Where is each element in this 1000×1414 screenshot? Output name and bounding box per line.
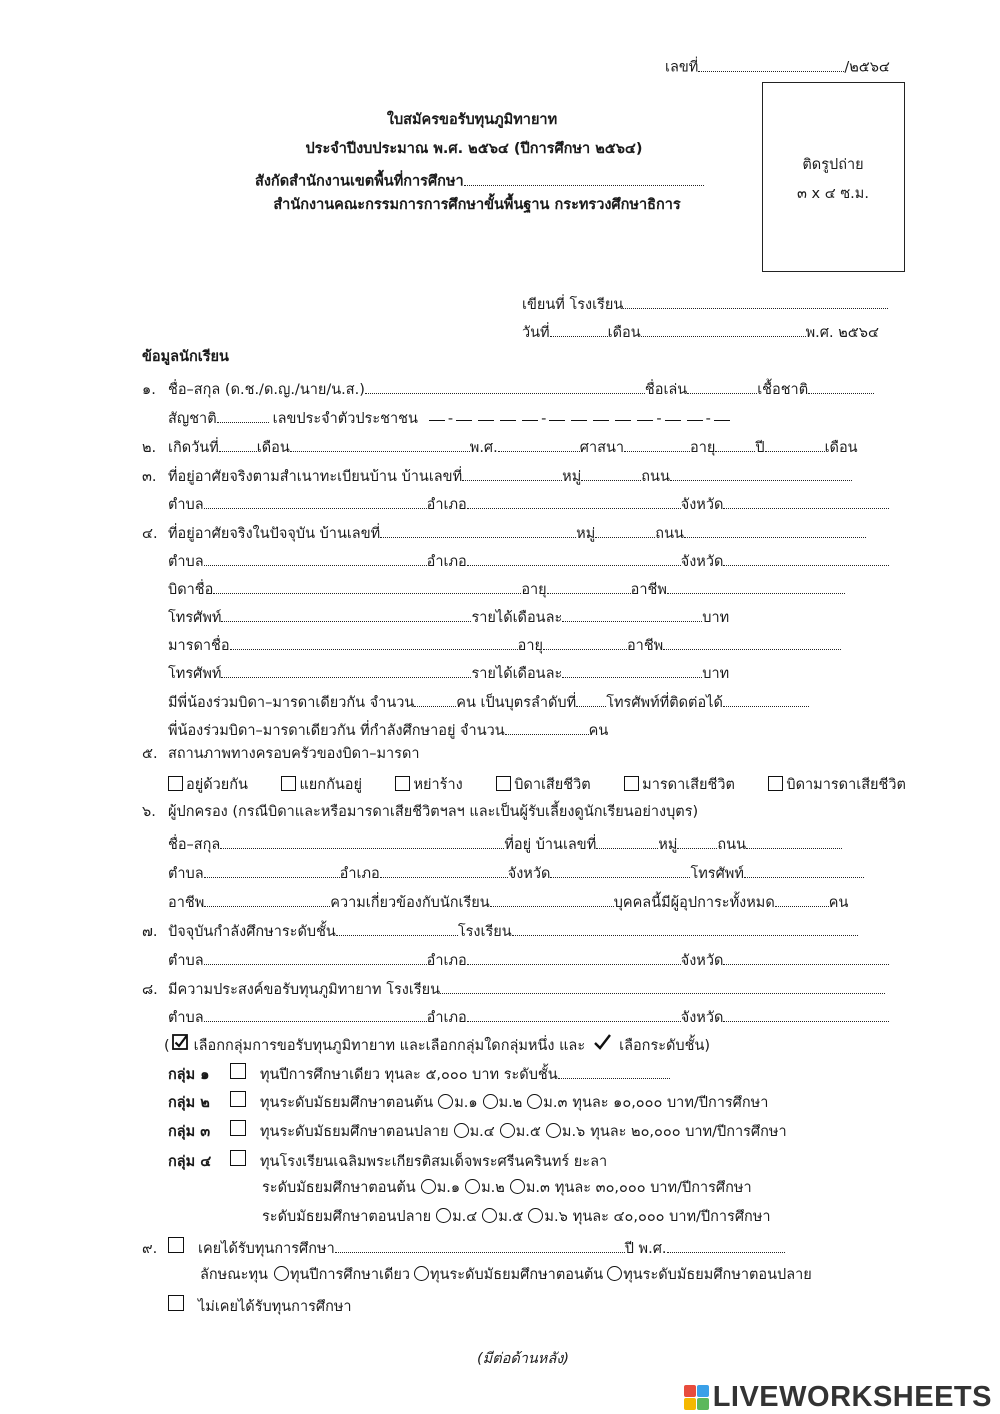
age-years-field[interactable] <box>715 436 755 452</box>
mother-line <box>168 634 841 653</box>
date-month-field[interactable] <box>641 321 806 337</box>
guardian-occupation-label: อาชีพ <box>168 894 205 911</box>
father-phone-field[interactable] <box>221 606 471 622</box>
area-office-field[interactable] <box>464 170 704 186</box>
current-province-label: จังหวัด <box>680 553 724 570</box>
guardian-relation-label: ความเกี่ยวข้องกับนักเรียน <box>330 894 490 911</box>
registered-moo-label: หมู่ <box>562 468 582 485</box>
guardian-house-no-field[interactable] <box>596 833 658 849</box>
group3-amount: ทุนละ ๒๐,๐๐๐ บาท/ปีการศึกษา <box>590 1124 787 1140</box>
received-scholarship-field[interactable] <box>335 1238 625 1254</box>
section-title: ข้อมูลนักเรียน <box>142 349 229 365</box>
date-day-label: วันที่ <box>522 324 550 341</box>
written-at-field[interactable] <box>623 293 888 309</box>
registered-amphoe-label: อำเภอ <box>426 496 467 513</box>
religion-field[interactable] <box>624 436 690 452</box>
studying-siblings-label: พี่น้องร่วมบิดา–มารดาเดียวกัน ที่กำลังศึกษาอยู่ จำนวน <box>168 722 505 739</box>
item7-number: ๗. <box>142 923 158 940</box>
received-year-label: ปี พ.ศ. <box>624 1241 667 1257</box>
date-month-label: เดือน <box>607 324 641 341</box>
birth-month-label: เดือน <box>256 439 290 456</box>
guardian-location-line <box>168 862 864 881</box>
received-scholarship-checkbox[interactable] <box>168 1237 184 1253</box>
written-at-line <box>522 293 888 312</box>
desired-province-label: จังหวัด <box>680 1009 724 1026</box>
checkmark-icon <box>593 1034 611 1050</box>
birth-year-label: พ.ศ. <box>469 439 498 456</box>
checked-box-icon <box>172 1034 188 1050</box>
group2-amount: ทุนละ ๑๐,๐๐๐ บาท/ปีการศึกษา <box>572 1095 769 1111</box>
current-school-label: โรงเรียน <box>457 923 512 940</box>
desired-school-label: มีความประสงค์ขอรับทุนภูมิทายาท โรงเรียน <box>168 981 441 998</box>
siblings-count-field[interactable] <box>414 691 456 707</box>
school-province-label: จังหวัด <box>680 952 724 969</box>
group4-option-m5[interactable]: ม.๕ <box>482 1208 523 1225</box>
group3-option-m4[interactable]: ม.๔ <box>454 1123 495 1140</box>
form-subtitle: ประจำปีงบประมาณ พ.ศ. ๒๕๖๔ (ปีการศึกษา ๒๕๖๔) <box>305 141 643 157</box>
group3-option-m5[interactable]: ม.๕ <box>500 1123 541 1140</box>
father-baht-label: บาท <box>702 609 730 626</box>
mother-income-field[interactable] <box>562 662 702 678</box>
id-number-field[interactable]: - - - - <box>426 412 733 427</box>
selection-instructions: ( เลือกกลุ่มการขอรับทุนภูมิทายาท และเลือกกลุ่มใดกลุ่มหนึ่ง และ เลือกระดับชั้น) <box>164 1034 710 1054</box>
school-province-field[interactable] <box>723 949 889 965</box>
item9-number: ๙. <box>142 1241 158 1257</box>
group4-checkbox[interactable] <box>230 1150 246 1166</box>
current-road-field[interactable] <box>684 522 866 538</box>
checkbox-icon[interactable] <box>624 776 639 791</box>
guardian-amphoe-label: อำเภอ <box>339 865 380 882</box>
radio-icon <box>607 1266 622 1281</box>
mother-occupation-field[interactable] <box>663 634 841 650</box>
group2-option-m2[interactable]: ม.๒ <box>483 1094 523 1111</box>
current-tambon-field[interactable] <box>204 550 427 566</box>
guardian-road-label: ถนน <box>717 836 747 853</box>
radio-icon <box>482 1208 497 1223</box>
nickname-label: ชื่อเล่น <box>644 381 688 398</box>
guardian-address-label: ที่อยู่ บ้านเลขที่ <box>504 836 597 853</box>
desired-school-field[interactable] <box>440 978 885 994</box>
mother-contact-line <box>168 662 729 681</box>
continued-note: (มีต่อด้านหลัง) <box>477 1351 569 1367</box>
father-contact-line <box>168 606 729 625</box>
current-grade-label: ปัจจุบันกำลังศึกษาระดับชั้น <box>168 923 336 940</box>
father-age-field[interactable] <box>547 578 631 594</box>
guardian-tambon-label: ตำบล <box>168 865 204 882</box>
radio-icon <box>500 1123 515 1138</box>
type-option-lower-secondary[interactable]: ทุนระดับมัธยมศึกษาตอนต้น <box>414 1266 603 1283</box>
father-line <box>168 578 845 597</box>
guardian-occupation-field[interactable] <box>204 891 330 907</box>
father-income-field[interactable] <box>562 606 702 622</box>
studying-siblings-unit: คน <box>588 722 609 739</box>
radio-icon <box>465 1179 480 1194</box>
mother-age-field[interactable] <box>543 634 627 650</box>
group4-option-m3[interactable]: ม.๓ <box>510 1179 550 1196</box>
current-road-label: ถนน <box>655 525 684 542</box>
checkbox-icon[interactable] <box>768 776 783 791</box>
registered-address-label: ที่อยู่อาศัยจริงตามสำเนาทะเบียนบ้าน บ้านเลขที่ <box>168 468 463 485</box>
group1-checkbox[interactable] <box>230 1063 246 1079</box>
current-school-field[interactable] <box>512 920 858 936</box>
group4-option-m6[interactable]: ม.๖ <box>528 1208 567 1225</box>
school-amphoe-field[interactable] <box>467 949 681 965</box>
group2-option-m1[interactable]: ม.๑ <box>438 1094 477 1111</box>
registered-province-field[interactable] <box>723 493 889 509</box>
photo-box-size: ๓ x ๔ ซ.ม. <box>797 186 869 202</box>
birth-day-field[interactable] <box>219 436 257 452</box>
guardian-dependents-unit: คน <box>828 894 849 911</box>
checkbox-icon[interactable] <box>395 776 410 791</box>
scholarship-type-label: ลักษณะทุน <box>200 1267 268 1283</box>
radio-icon <box>527 1094 542 1109</box>
age-months-field[interactable] <box>765 436 825 452</box>
checkbox-icon[interactable] <box>496 776 511 791</box>
status-option-mother-deceased[interactable]: มารดาเสียชีวิต <box>624 776 735 793</box>
guardian-name-field[interactable] <box>220 833 504 849</box>
item1-number: ๑. <box>142 381 156 398</box>
radio-icon <box>436 1208 451 1223</box>
mother-phone-field[interactable] <box>221 662 471 678</box>
item2-line <box>142 436 858 455</box>
registered-tambon-field[interactable] <box>204 493 427 509</box>
group3-option-m6[interactable]: ม.๖ <box>546 1123 585 1140</box>
full-name-field[interactable] <box>365 378 645 394</box>
guardian-relation-field[interactable] <box>490 891 614 907</box>
desired-province-field[interactable] <box>723 1006 889 1022</box>
instruction-text-b: เลือกระดับชั้น) <box>619 1038 711 1054</box>
current-tambon-label: ตำบล <box>168 553 204 570</box>
mother-name-label: มารดาชื่อ <box>168 637 230 654</box>
registered-road-label: ถนน <box>641 468 670 485</box>
radio-icon <box>528 1208 543 1223</box>
current-house-no-field[interactable] <box>380 522 576 538</box>
status-option-both-deceased[interactable]: บิดามารดาเสียชีวิต <box>768 776 906 793</box>
desired-amphoe-label: อำเภอ <box>426 1009 467 1026</box>
registered-moo-field[interactable] <box>581 465 641 481</box>
date-line <box>522 321 879 340</box>
received-year-field[interactable] <box>667 1238 785 1254</box>
contact-phone-field[interactable] <box>723 691 809 707</box>
guardian-moo-field[interactable] <box>677 833 717 849</box>
guardian-tambon-field[interactable] <box>204 862 340 878</box>
guardian-name-label: ชื่อ–สกุล <box>168 836 221 853</box>
group1-grade-field[interactable] <box>558 1064 670 1080</box>
guardian-dependents-field[interactable] <box>775 891 829 907</box>
birth-order-field[interactable] <box>576 691 606 707</box>
group3-text: ทุนระดับมัธยมศึกษาตอนปลาย <box>260 1124 449 1140</box>
item5-line <box>142 747 420 762</box>
group4-upper-row <box>262 1208 771 1225</box>
date-year-label: พ.ศ. ๒๕๖๔ <box>805 324 879 341</box>
guardian-dependents-label: บุคคลนี้มีผู้อุปการะทั้งหมด <box>613 894 775 911</box>
guardian-road-field[interactable] <box>746 833 842 849</box>
father-name-field[interactable] <box>213 578 521 594</box>
desired-tambon-label: ตำบล <box>168 1009 204 1026</box>
radio-icon <box>414 1266 429 1281</box>
guardian-phone-field[interactable] <box>744 862 864 878</box>
current-province-field[interactable] <box>723 550 889 566</box>
doc-number-label: เลขที่ <box>665 59 699 76</box>
mother-baht-label: บาท <box>702 665 730 682</box>
item1-line1 <box>142 378 874 397</box>
group4-option-m4[interactable]: ม.๔ <box>436 1208 477 1225</box>
birth-day-label: เกิดวันที่ <box>168 439 219 456</box>
mother-occupation-label: อาชีพ <box>626 637 664 654</box>
liveworksheets-wordmark: LIVEWORKSHEETS <box>712 1381 992 1413</box>
current-amphoe-label: อำเภอ <box>426 553 467 570</box>
school-tambon-label: ตำบล <box>168 952 204 969</box>
family-status-options <box>168 776 906 793</box>
item8-number: ๘. <box>142 981 158 998</box>
current-amphoe-field[interactable] <box>467 550 681 566</box>
guardian-amphoe-field[interactable] <box>380 862 508 878</box>
group4-text: ทุนโรงเรียนเฉลิมพระเกียรติสมเด็จพระศรีนครินทร์ ยะลา <box>260 1154 608 1170</box>
never-received-label: ไม่เคยได้รับทุนการศึกษา <box>198 1299 352 1315</box>
item6-line1 <box>142 805 698 820</box>
desired-tambon-field[interactable] <box>204 1006 427 1022</box>
birth-month-field[interactable] <box>290 436 470 452</box>
item1-line2 <box>168 407 733 426</box>
instruction-text-a: เลือกกลุ่มการขอรับทุนภูมิทายาท และเลือกกลุ่มใดกลุ่มหนึ่ง และ <box>193 1038 586 1054</box>
item7-line2 <box>168 949 889 968</box>
item2-number: ๒. <box>142 439 157 456</box>
doc-number-suffix: /๒๕๖๔ <box>844 59 890 76</box>
registered-road-field[interactable] <box>670 465 852 481</box>
full-name-label: ชื่อ–สกุล (ด.ช./ด.ญ./นาย/น.ส.) <box>168 381 365 398</box>
never-received-checkbox[interactable] <box>168 1295 184 1311</box>
studying-siblings-field[interactable] <box>505 719 589 735</box>
family-status-label: สถานภาพทางครอบครัวของบิดา–มารดา <box>168 746 420 762</box>
father-income-label: รายได้เดือนละ <box>471 609 563 626</box>
radio-icon <box>274 1266 289 1281</box>
scholarship-type-row <box>200 1266 812 1283</box>
photo-box-label: ติดรูปถ่าย <box>802 157 864 173</box>
status-option-father-deceased[interactable]: บิดาเสียชีวิต <box>496 776 590 793</box>
group2-text: ทุนระดับมัธยมศึกษาตอนต้น <box>260 1095 434 1111</box>
birth-year-field[interactable] <box>498 436 580 452</box>
guardian-name-line <box>168 833 842 852</box>
group4-lower-row <box>262 1179 752 1196</box>
father-occupation-field[interactable] <box>667 578 845 594</box>
age-years-label: ปี <box>755 439 765 456</box>
radio-icon <box>454 1123 469 1138</box>
item3-line2 <box>168 493 889 512</box>
status-option-together[interactable]: อยู่ด้วยกัน <box>168 776 248 793</box>
school-amphoe-label: อำเภอ <box>426 952 467 969</box>
doc-number-field[interactable] <box>698 56 844 72</box>
group4-option-m1[interactable]: ม.๑ <box>421 1179 460 1196</box>
group3-checkbox[interactable] <box>230 1120 246 1136</box>
agency-line: สำนักงานคณะกรรมการการศึกษาขั้นพื้นฐาน กระทรวงศึกษาธิการ <box>273 197 681 213</box>
item4-line2 <box>168 550 889 569</box>
id-number-label: เลขประจำตัวประชาชน <box>272 410 418 427</box>
guardian-province-label: จังหวัด <box>507 865 551 882</box>
nationality-label: สัญชาติ <box>168 410 217 427</box>
item8-line2 <box>168 1006 889 1025</box>
guardian-phone-label: โทรศัพท์ <box>690 865 744 882</box>
photo-box <box>762 82 905 272</box>
group1-text: ทุนปีการศึกษาเดียว ทุนละ ๕,๐๐๐ บาท ระดับชั้น <box>260 1067 558 1083</box>
item4-number: ๔. <box>142 525 158 542</box>
siblings-line <box>168 691 809 710</box>
area-office-label: สังกัดสำนักงานเขตพื้นที่การศึกษา <box>255 173 464 190</box>
radio-icon <box>483 1094 498 1109</box>
area-office-line <box>255 170 704 189</box>
religion-label: ศาสนา <box>579 439 625 456</box>
current-address-label: ที่อยู่อาศัยจริงในปัจจุบัน บ้านเลขที่ <box>168 525 381 542</box>
contact-phone-label: โทรศัพท์ที่ติดต่อได้ <box>606 694 723 711</box>
father-phone-label: โทรศัพท์ <box>168 609 222 626</box>
father-age-label: อายุ <box>521 581 547 598</box>
age-label: อายุ <box>690 439 716 456</box>
never-received-row <box>168 1295 352 1315</box>
status-option-separated[interactable]: แยกกันอยู่ <box>281 776 362 793</box>
guardian-section-label: ผู้ปกครอง (กรณีบิดาและหรือมารดาเสียชีวิตฯลฯ และเป็นผู้รับเลี้ยงดูนักเรียนอย่างบุตร) <box>168 804 699 820</box>
radio-icon <box>421 1179 436 1194</box>
nickname-field[interactable] <box>687 378 757 394</box>
date-day-field[interactable] <box>550 321 608 337</box>
group2-checkbox[interactable] <box>230 1091 246 1107</box>
group2-option-m3[interactable]: ม.๓ <box>527 1094 567 1111</box>
liveworksheets-logo-icon <box>684 1385 709 1410</box>
group2-row <box>168 1091 768 1111</box>
item3-number: ๓. <box>142 468 157 485</box>
school-tambon-field[interactable] <box>204 949 427 965</box>
guardian-occupation-line <box>168 891 848 910</box>
current-moo-label: หมู่ <box>576 525 596 542</box>
checkbox-icon[interactable] <box>281 776 296 791</box>
age-months-label: เดือน <box>824 439 858 456</box>
item9-line1 <box>142 1237 785 1257</box>
item8-line1 <box>142 978 885 997</box>
studying-siblings-line <box>168 719 608 738</box>
checkbox-icon[interactable] <box>168 776 183 791</box>
ethnicity-label: เชื้อชาติ <box>757 381 809 398</box>
radio-icon <box>546 1123 561 1138</box>
type-option-single-year[interactable]: ทุนปีการศึกษาเดียว <box>274 1266 410 1283</box>
group1-label: กลุ่ม ๑ <box>168 1067 210 1083</box>
group2-label: กลุ่ม ๒ <box>168 1095 210 1111</box>
item7-line1 <box>142 920 858 939</box>
desired-amphoe-field[interactable] <box>467 1006 681 1022</box>
group4-upper-label: ระดับมัธยมศึกษาตอนปลาย <box>262 1209 432 1225</box>
liveworksheets-watermark <box>684 1381 992 1414</box>
registered-tambon-label: ตำบล <box>168 496 204 513</box>
group1-row <box>168 1063 670 1083</box>
mother-age-label: อายุ <box>517 637 543 654</box>
item3-line1 <box>142 465 852 484</box>
written-at-label: เขียนที่ โรงเรียน <box>522 296 624 313</box>
father-name-label: บิดาชื่อ <box>168 581 214 598</box>
form-title: ใบสมัครขอรับทุนภูมิทายาท <box>386 112 558 128</box>
radio-icon <box>510 1179 525 1194</box>
nationality-field[interactable] <box>217 407 269 423</box>
mother-income-label: รายได้เดือนละ <box>471 665 563 682</box>
item6-number: ๖. <box>142 804 156 820</box>
item4-line1 <box>142 522 866 541</box>
current-moo-field[interactable] <box>595 522 655 538</box>
group4-label: กลุ่ม ๔ <box>168 1154 212 1170</box>
item5-number: ๕. <box>142 746 158 762</box>
registered-house-no-field[interactable] <box>462 465 562 481</box>
type-option-upper-secondary[interactable]: ทุนระดับมัธยมศึกษาตอนปลาย <box>607 1266 812 1283</box>
received-scholarship-label: เคยได้รับทุนการศึกษา <box>198 1241 335 1257</box>
mother-phone-label: โทรศัพท์ <box>168 665 222 682</box>
registered-province-label: จังหวัด <box>680 496 724 513</box>
father-occupation-label: อาชีพ <box>630 581 667 598</box>
siblings-count-label: มีพี่น้องร่วมบิดา–มารดาเดียวกัน จำนวน <box>168 694 415 711</box>
group3-label: กลุ่ม ๓ <box>168 1124 211 1140</box>
guardian-province-field[interactable] <box>550 862 690 878</box>
group4-lower-label: ระดับมัธยมศึกษาตอนต้น <box>262 1180 416 1196</box>
registered-amphoe-field[interactable] <box>467 493 681 509</box>
group4-upper-amount: ทุนละ ๔๐,๐๐๐ บาท/ปีการศึกษา <box>572 1209 771 1225</box>
guardian-moo-label: หมู่ <box>658 836 678 853</box>
ethnicity-field[interactable] <box>808 378 874 394</box>
status-option-divorced[interactable]: หย่าร้าง <box>395 776 462 793</box>
current-grade-field[interactable] <box>336 920 458 936</box>
group4-lower-amount: ทุนละ ๓๐,๐๐๐ บาท/ปีการศึกษา <box>554 1180 752 1196</box>
birth-order-label: คน เป็นบุตรลำดับที่ <box>456 694 577 711</box>
group3-row <box>168 1120 787 1140</box>
group4-option-m2[interactable]: ม.๒ <box>465 1179 505 1196</box>
mother-name-field[interactable] <box>230 634 518 650</box>
doc-number-line <box>665 56 890 75</box>
radio-icon <box>438 1094 453 1109</box>
group4-row <box>168 1150 607 1170</box>
